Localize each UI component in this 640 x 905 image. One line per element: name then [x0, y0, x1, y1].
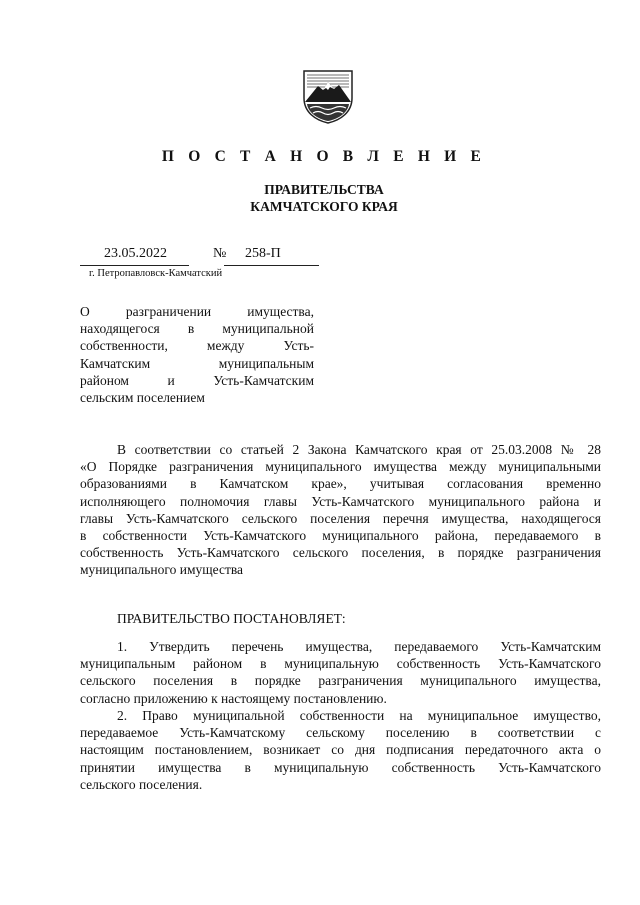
preamble-paragraph — [80, 441, 601, 579]
preamble-line: исполняющего полномочия главы Усть-Камчатского муниципального района и — [80, 493, 601, 509]
number-sign: № — [213, 246, 227, 261]
item-2-line: настоящим постановлением, возникает со дня подписания передаточного акта о — [80, 742, 601, 758]
subject-line: Камчатским муниципальным — [80, 355, 314, 371]
item-1-line: сельского поселения в порядке разграничения муниципального имущества, — [80, 673, 601, 689]
item-2-paragraph — [80, 707, 601, 793]
document-subject — [80, 303, 314, 406]
item-1-paragraph — [80, 638, 601, 707]
subject-line: собственности, между Усть- — [80, 338, 314, 354]
preamble-line: муниципального имущества — [80, 562, 244, 578]
item-2-line: сельского поселения. — [80, 776, 203, 792]
preamble-line: «О Порядке разграничения муниципального имущества между муниципальными — [80, 459, 601, 475]
subject-line: сельским поселением — [80, 390, 205, 406]
subject-line: находящегося в муниципальной — [80, 321, 314, 337]
item-1-line: муниципальным районом в муниципальную собственность Усть-Камчатского — [80, 656, 601, 672]
number-underline — [224, 265, 319, 266]
subject-line: районом и Усть-Камчатским — [80, 372, 314, 388]
authority-line-2: КАМЧАТСКОГО КРАЯ — [250, 199, 398, 214]
item-2-line: 2. Право муниципальной собственности на муниципальное имущество, — [117, 708, 601, 723]
issuing-city: г. Петропавловск-Камчатский — [89, 268, 223, 279]
kamchatka-coat-of-arms-icon — [301, 68, 355, 124]
preamble-line: собственность Усть-Камчатского сельского поселения, в порядке разграничения — [80, 545, 601, 561]
item-1-line: согласно приложению к настоящему постановлению. — [80, 690, 387, 706]
item-2-line: принятии имущества в муниципальную собственность Усть-Камчатского — [80, 759, 601, 775]
subject-line: О разграничении имущества, — [80, 304, 314, 319]
item-2-line: передаваемое Усть-Камчатскому сельскому поселению в соответствии с — [80, 725, 601, 741]
issuing-authority — [0, 181, 640, 215]
document-number: 258-П — [245, 246, 281, 261]
date-underline — [80, 265, 189, 266]
preamble-line: главы Усть-Камчатского сельского поселения перечня имущества, находящегося — [80, 510, 601, 526]
preamble-line: образованиями в Камчатском крае», учитывая согласования временно — [80, 476, 601, 492]
decree-statement: ПРАВИТЕЛЬСТВО ПОСТАНОВЛЯЕТ: — [117, 611, 346, 626]
document-type-title: П О С Т А Н О В Л Е Н И Е — [161, 148, 487, 165]
preamble-line: в собственности Усть-Камчатского муниципального района, передаваемого в — [80, 528, 601, 544]
authority-line-1: ПРАВИТЕЛЬСТВА — [264, 182, 384, 197]
document-date: 23.05.2022 — [104, 246, 167, 261]
item-1-line: 1. Утвердить перечень имущества, передаваемого Усть-Камчатским — [117, 639, 601, 654]
preamble-line: В соответствии со статьей 2 Закона Камчатского края от 25.03.2008 № 28 — [117, 442, 601, 457]
